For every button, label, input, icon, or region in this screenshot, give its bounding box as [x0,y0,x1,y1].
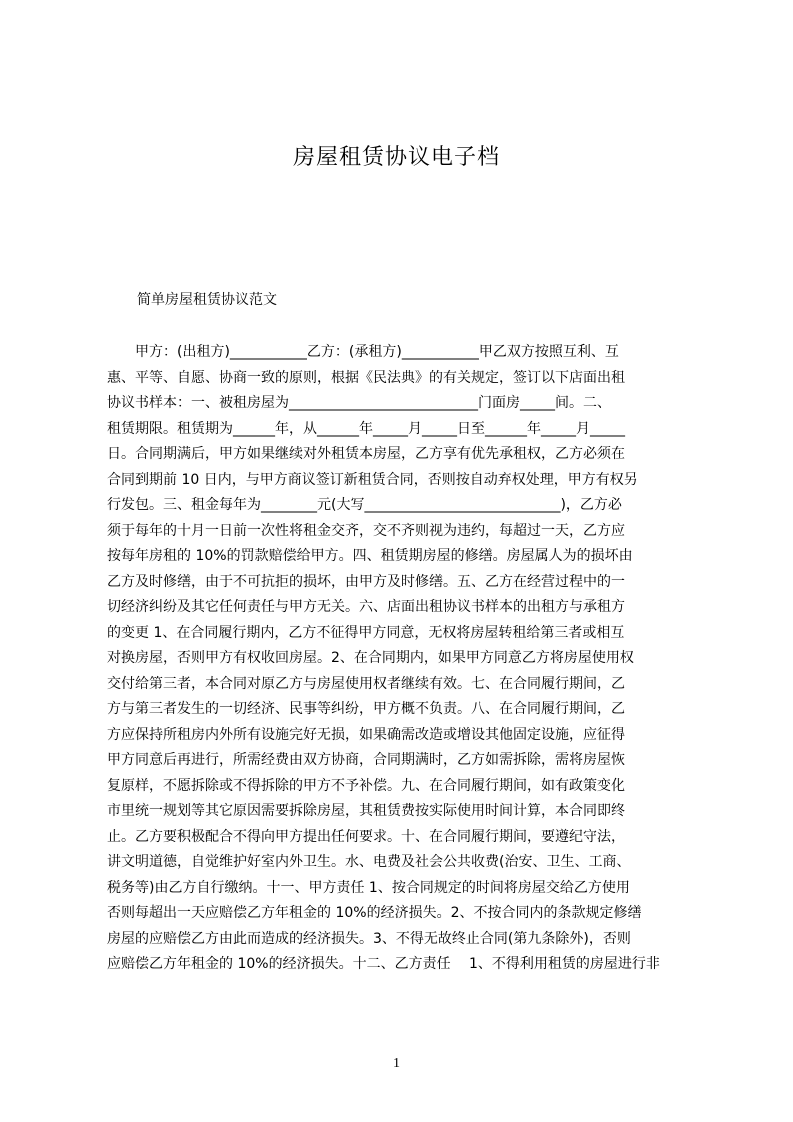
body-line: 复原样，不愿拆除或不得拆除的甲方不予补偿。九、在合同履行期间，如有政策变化 [107,777,625,794]
body-line: 协议书样本：一、被租房屋为___________________________门面房_____间。二、 [107,395,611,411]
body-line: 止。乙方要积极配合不得向甲方提出任何要求。十、在合同履行期间，要遵纪守法， [107,828,625,845]
body-line: 市里统一规划等其它原因需要拆除房屋，其租赁费按实际使用时间计算，本合同即终 [107,803,625,819]
document-title: 房屋租赁协议电子档 [292,145,500,170]
body-line: 讲文明道德，自觉维护好室内外卫生。水、电费及社会公共收费(治安、卫生、工商、 [107,854,631,870]
page-number: 1 [393,1056,400,1071]
body-line: 房屋的应赔偿乙方由此而造成的经济损失。3、不得无故终止合同(第九条除外)，否则 [107,930,631,947]
body-line: 的变更 1、在合同履行期内，乙方不征得甲方同意，无权将房屋转租给第三者或相互 [107,624,625,641]
body-line: 甲方：(出租方)___________乙方：(承租方)___________甲乙双方按照互利、互 [107,344,619,360]
body-line: 惠、平等、自愿、协商一致的原则，根据《民法典》的有关规定，签订以下店面出租 [107,369,625,386]
body-line: 甲方同意后再进行，所需经费由双方协商，合同期满时，乙方如需拆除，需将房屋恢 [107,752,625,768]
body-line: 交付给第三者，本合同对原乙方与房屋使用权者继续有效。七、在合同履行期间，乙 [107,675,625,692]
body-line: 应赔偿乙方年租金的 10%的经济损失。十二、乙方责任 1、不得利用租赁的房屋进行非 [107,956,660,972]
body-line: 方与第三者发生的一切经济、民事等纠纷，甲方概不负责。八、在合同履行期间，乙 [107,701,625,717]
body-line: 日。合同期满后，甲方如果继续对外租赁本房屋，乙方享有优先承租权，乙方必须在 [107,446,625,462]
body-line: 切经济纠纷及其它任何责任与甲方无关。六、店面出租协议书样本的出租方与承租方 [107,599,625,615]
body-line: 行发包。三、租金每年为________元(大写____________________________)，乙方必 [107,497,622,513]
body-line: 方应保持所租房内外所有设施完好无损，如果确需改造或增设其他固定设施，应征得 [107,726,625,743]
body-line: 对换房屋，否则甲方有权收回房屋。2、在合同期内，如果甲方同意乙方将房屋使用权 [107,650,634,666]
body-line: 税务等)由乙方自行缴纳。十一、甲方责任 1、按合同规定的时间将房屋交给乙方使用 [107,879,630,896]
body-line: 租赁期限。租赁期为______年，从______年_____月_____日至______年_____月_____ [107,420,625,437]
body-line: 按每年房租的 10%的罚款赔偿给甲方。四、租赁期房屋的修缮。房屋属人为的损坏由 [107,548,633,564]
contract-body [107,340,697,978]
body-line: 否则每超出一天应赔偿乙方年租金的 10%的经济损失。2、不按合同内的条款规定修缮 [107,905,642,921]
body-line: 须于每年的十月一日前一次性将租金交齐，交不齐则视为违约，每超过一天，乙方应 [107,522,625,539]
body-line: 乙方及时修缮，由于不可抗拒的损坏，由甲方及时修缮。五、乙方在经营过程中的一 [107,573,625,590]
body-line: 合同到期前 10 日内，与甲方商议签订新租赁合同，否则按自动弃权处理，甲方有权另 [107,471,638,488]
document-subtitle: 简单房屋租赁协议范文 [137,292,277,308]
